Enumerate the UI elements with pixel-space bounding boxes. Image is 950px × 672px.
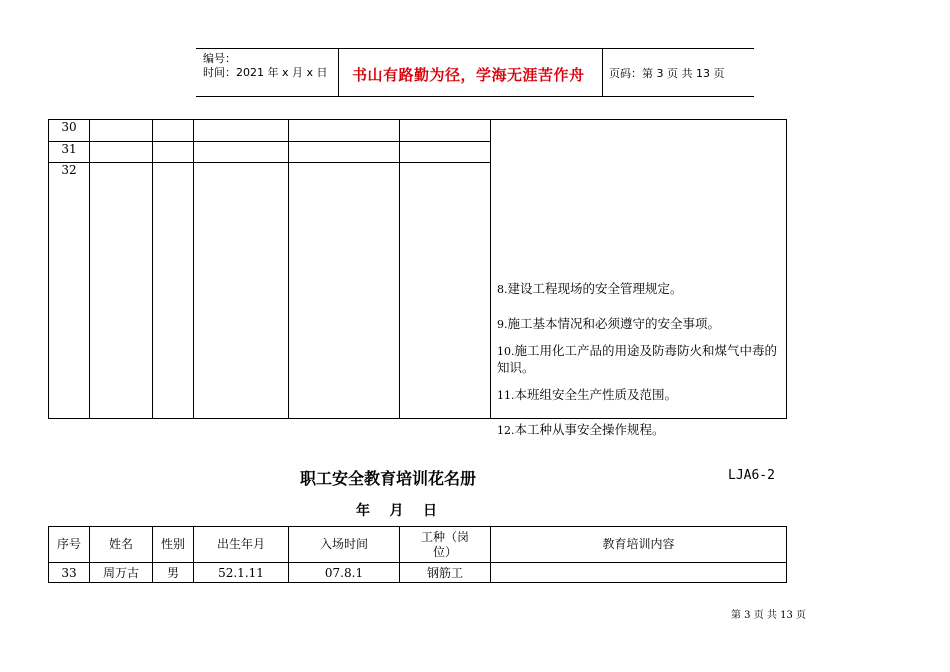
cell-gender: 男	[153, 563, 194, 583]
cell-job	[400, 120, 491, 142]
cell-entry	[289, 142, 400, 163]
cell-gender	[153, 142, 194, 163]
form-code: LJA6-2	[728, 468, 775, 483]
roster-date-line: 年 月 日	[356, 503, 437, 519]
cell-name	[90, 163, 153, 419]
note-text: 建设工程现场的安全管理规定。	[507, 281, 683, 296]
header-entry: 入场时间	[289, 527, 400, 563]
cell-birth	[194, 163, 289, 419]
cell-entry	[289, 120, 400, 142]
cell-gender	[153, 163, 194, 419]
cell-entry	[289, 163, 400, 419]
training-note-9	[497, 316, 787, 333]
note-text: 施工基本情况和必须遵守的安全事项。	[507, 316, 721, 331]
header-bottom-rule	[196, 96, 754, 97]
roster-title: 职工安全教育培训花名册	[300, 469, 477, 488]
header-no: 序号	[49, 527, 90, 563]
cell-name	[90, 142, 153, 163]
table-row	[49, 563, 787, 583]
header-gender: 性别	[153, 527, 194, 563]
roster-table	[48, 526, 787, 583]
cell-birth	[194, 142, 289, 163]
header-job: 工种（岗位）	[400, 527, 491, 563]
header-motto: 书山有路勤为径，学海无涯苦作舟	[352, 66, 585, 84]
note-number: 8.	[497, 283, 508, 296]
training-note-10	[497, 343, 781, 376]
roster-header-row	[49, 527, 787, 563]
cell-birth: 52.1.11	[194, 563, 289, 583]
note-number: 9.	[497, 318, 508, 331]
footer-page-number: 第 3 页 共 13 页	[731, 610, 806, 621]
training-note-11	[497, 387, 787, 404]
cell-content	[491, 563, 787, 583]
cell-birth	[194, 120, 289, 142]
training-note-8	[497, 281, 787, 298]
row-number: 30	[49, 120, 90, 142]
note-number: 10.	[497, 345, 515, 358]
cell-gender	[153, 120, 194, 142]
header-content: 教育培训内容	[491, 527, 787, 563]
note-text: 本班组安全生产性质及范围。	[514, 387, 678, 402]
header-divider-left	[338, 48, 339, 96]
note-text: 施工用化工产品的用途及防毒防火和煤气中毒的知识。	[497, 343, 778, 375]
header-divider-right	[602, 48, 603, 96]
cell-name	[90, 120, 153, 142]
row-number: 31	[49, 142, 90, 163]
cell-entry: 07.8.1	[289, 563, 400, 583]
cell-name: 周万古	[90, 563, 153, 583]
header-birth: 出生年月	[194, 527, 289, 563]
cell-job: 钢筋工	[400, 563, 491, 583]
note-number: 12.	[497, 424, 515, 437]
cell-no: 33	[49, 563, 90, 583]
note-number: 11.	[497, 389, 515, 402]
cell-job	[400, 163, 491, 419]
header-name: 姓名	[90, 527, 153, 563]
row-number: 32	[49, 163, 90, 419]
cell-job	[400, 142, 491, 163]
table-row	[49, 120, 787, 142]
training-note-12	[497, 422, 787, 439]
note-text: 本工种从事安全操作规程。	[514, 422, 665, 437]
header-top-rule	[196, 48, 754, 49]
page-info: 页码：第 3 页 共 13 页	[609, 67, 725, 80]
serial-label: 编号：	[203, 52, 236, 65]
time-label: 时间：2021 年 x 月 x 日	[203, 66, 328, 79]
